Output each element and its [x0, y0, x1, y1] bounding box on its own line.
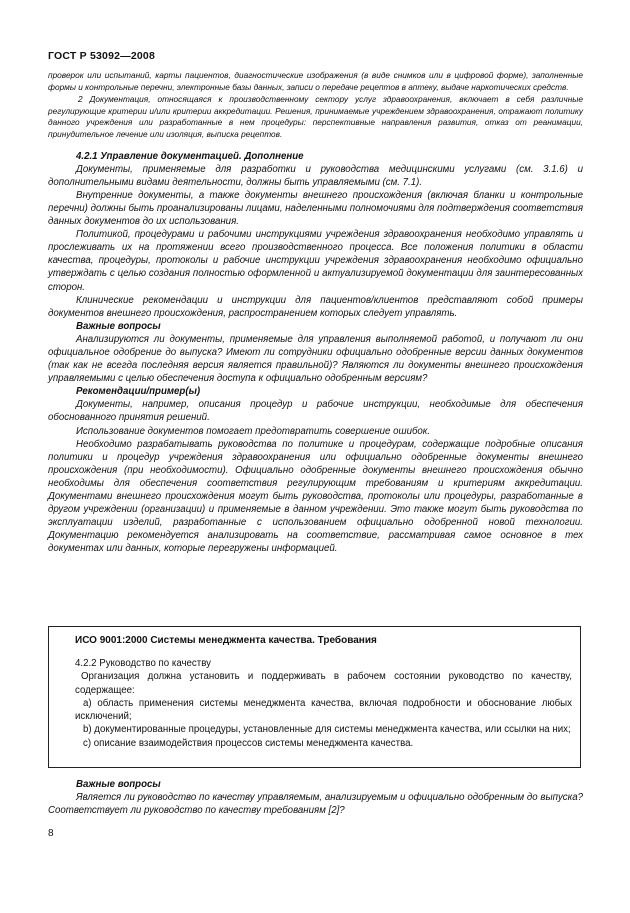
- section-paragraph: Клинические рекомендации и инструкции для пациентов/клиентов представляют собой примеры документов внешнего происхождения, распространением которых следует управлять.: [48, 294, 583, 319]
- section-paragraph: Документы, применяемые для разработки и руководства медицинскими услугами (см. 3.1.6) и дополнительными видами деятельности, должны быть управляемыми (см. 7.1).: [48, 163, 583, 188]
- iso-item: b) документированные процедуры, установленные для системы менеджмента качества, или ссылки на них;: [83, 724, 571, 736]
- questions-heading: Важные вопросы: [76, 320, 161, 332]
- questions-text: Анализируются ли документы, применяемые для управления выполняемой работой, и получают ли они официальное одобрение до выпуска? Имеют ли сотрудники официально одобренные версии данных документов (так как не всегда последняя версия является правильной)? Являются ли документы внешнего происхождения управляемыми с целью обеспечения доступа к официально одобренным версиям?: [48, 333, 583, 385]
- questions-heading-2: Важные вопросы: [76, 779, 161, 790]
- iso-box-body: [75, 657, 572, 750]
- recommendation-paragraph: Документы, например, описания процедур и рабочие инструкции, необходимые для обеспечения обоснованного принятия решений.: [48, 399, 583, 424]
- iso-intro: Организация должна установить и поддерживать в рабочем состоянии руководство по качеству, содержащее:: [75, 671, 572, 696]
- iso-box-title: ИСО 9001:2000 Системы менеджмента качества. Требования: [75, 635, 377, 646]
- iso-requirement-box: [48, 626, 581, 768]
- note-2: 2 Документация, относящаяся к производственному сектору услуг здравоохранения, включает в себя различные регулирующие критерии и/или критерии аккредитации. Решения, принимаемые учреждением здравоохранения, отражают политику данного учреждения или разработанные в нем процедуры: перспективные направления развития, отказ от реанимации, принудительное лечение или изоляция, выписка рецептов.: [48, 94, 583, 139]
- recommendation-paragraph: Необходимо разрабатывать руководства по политике и процедурам, содержащие подробные описания политики и процедур учреждения здравоохранения или официально одобренные документы внешнего происхождения (при необходимости). Официально одобренные документы внешнего происхождения обычно необходимы для обеспечения соответствия регулирующим требованиям и критериям аккредитации. Документами внешнего происхождения могут быть руководства, протоколы или процедуры, разработанные в другом учреждении (организации) и применяемые в данном учреждении. Это также могут быть руководства по эксплуатации изделий, разработанные с использованием официально одобренной новой технологии. Документацию рекомендуется анализировать на соответствие, рассматривая самое основное в тех документах или данных, которые перегружены информацией.: [48, 438, 583, 555]
- recommendations-heading: Рекомендации/пример(ы): [76, 386, 201, 398]
- questions-text-2: Является ли руководство по качеству управляемым, анализируемым и официально одобренным до выпуска? Соответствует ли руководство по качеству требованиям [2]?: [48, 792, 583, 817]
- iso-item: a) область применения системы менеджмента качества, включая подробности и обоснование любых исключений;: [75, 697, 572, 723]
- recommendation-paragraph: Использование документов помогает предотвратить совершение ошибок.: [76, 425, 431, 437]
- iso-item: c) описание взаимодействия процессов системы менеджмента качества.: [83, 737, 414, 749]
- document-header: ГОСТ Р 53092—2008: [48, 50, 156, 62]
- iso-clause: 4.2.2 Руководство по качеству: [75, 658, 211, 669]
- after-box-content: [48, 778, 583, 817]
- section-heading: 4.2.1 Управление документацией. Дополнение: [76, 150, 304, 162]
- section-paragraph: Внутренние документы, а также документы внешнего происхождения (включая бланки и контрольные перечни) должны быть проанализированы лицами, наделенными полномочиями для подтверждения соответствия данных документов до их использования.: [48, 189, 583, 228]
- note-continuation: проверок или испытаний, карты пациентов, диагностические изображения (в виде снимков или в цифровой форме), заполненные формы и контрольные перечни, электронные базы данных, записи о передаче рецептов в аптеку, выдаче наркотических средств.: [48, 70, 583, 92]
- main-content: [48, 70, 583, 555]
- section-paragraph: Политикой, процедурами и рабочими инструкциями учреждения здравоохранения необходимо управлять и прослеживать их на протяжении всего производственного процесса. Все положения политики в области качества, процедуры, протоколы и рабочие инструкции учреждения здравоохранения необходимо официально утверждать с целью создания полностью оформленной и актуализируемой документации для заинтересованных сторон.: [48, 229, 583, 293]
- page-number: 8: [48, 828, 54, 839]
